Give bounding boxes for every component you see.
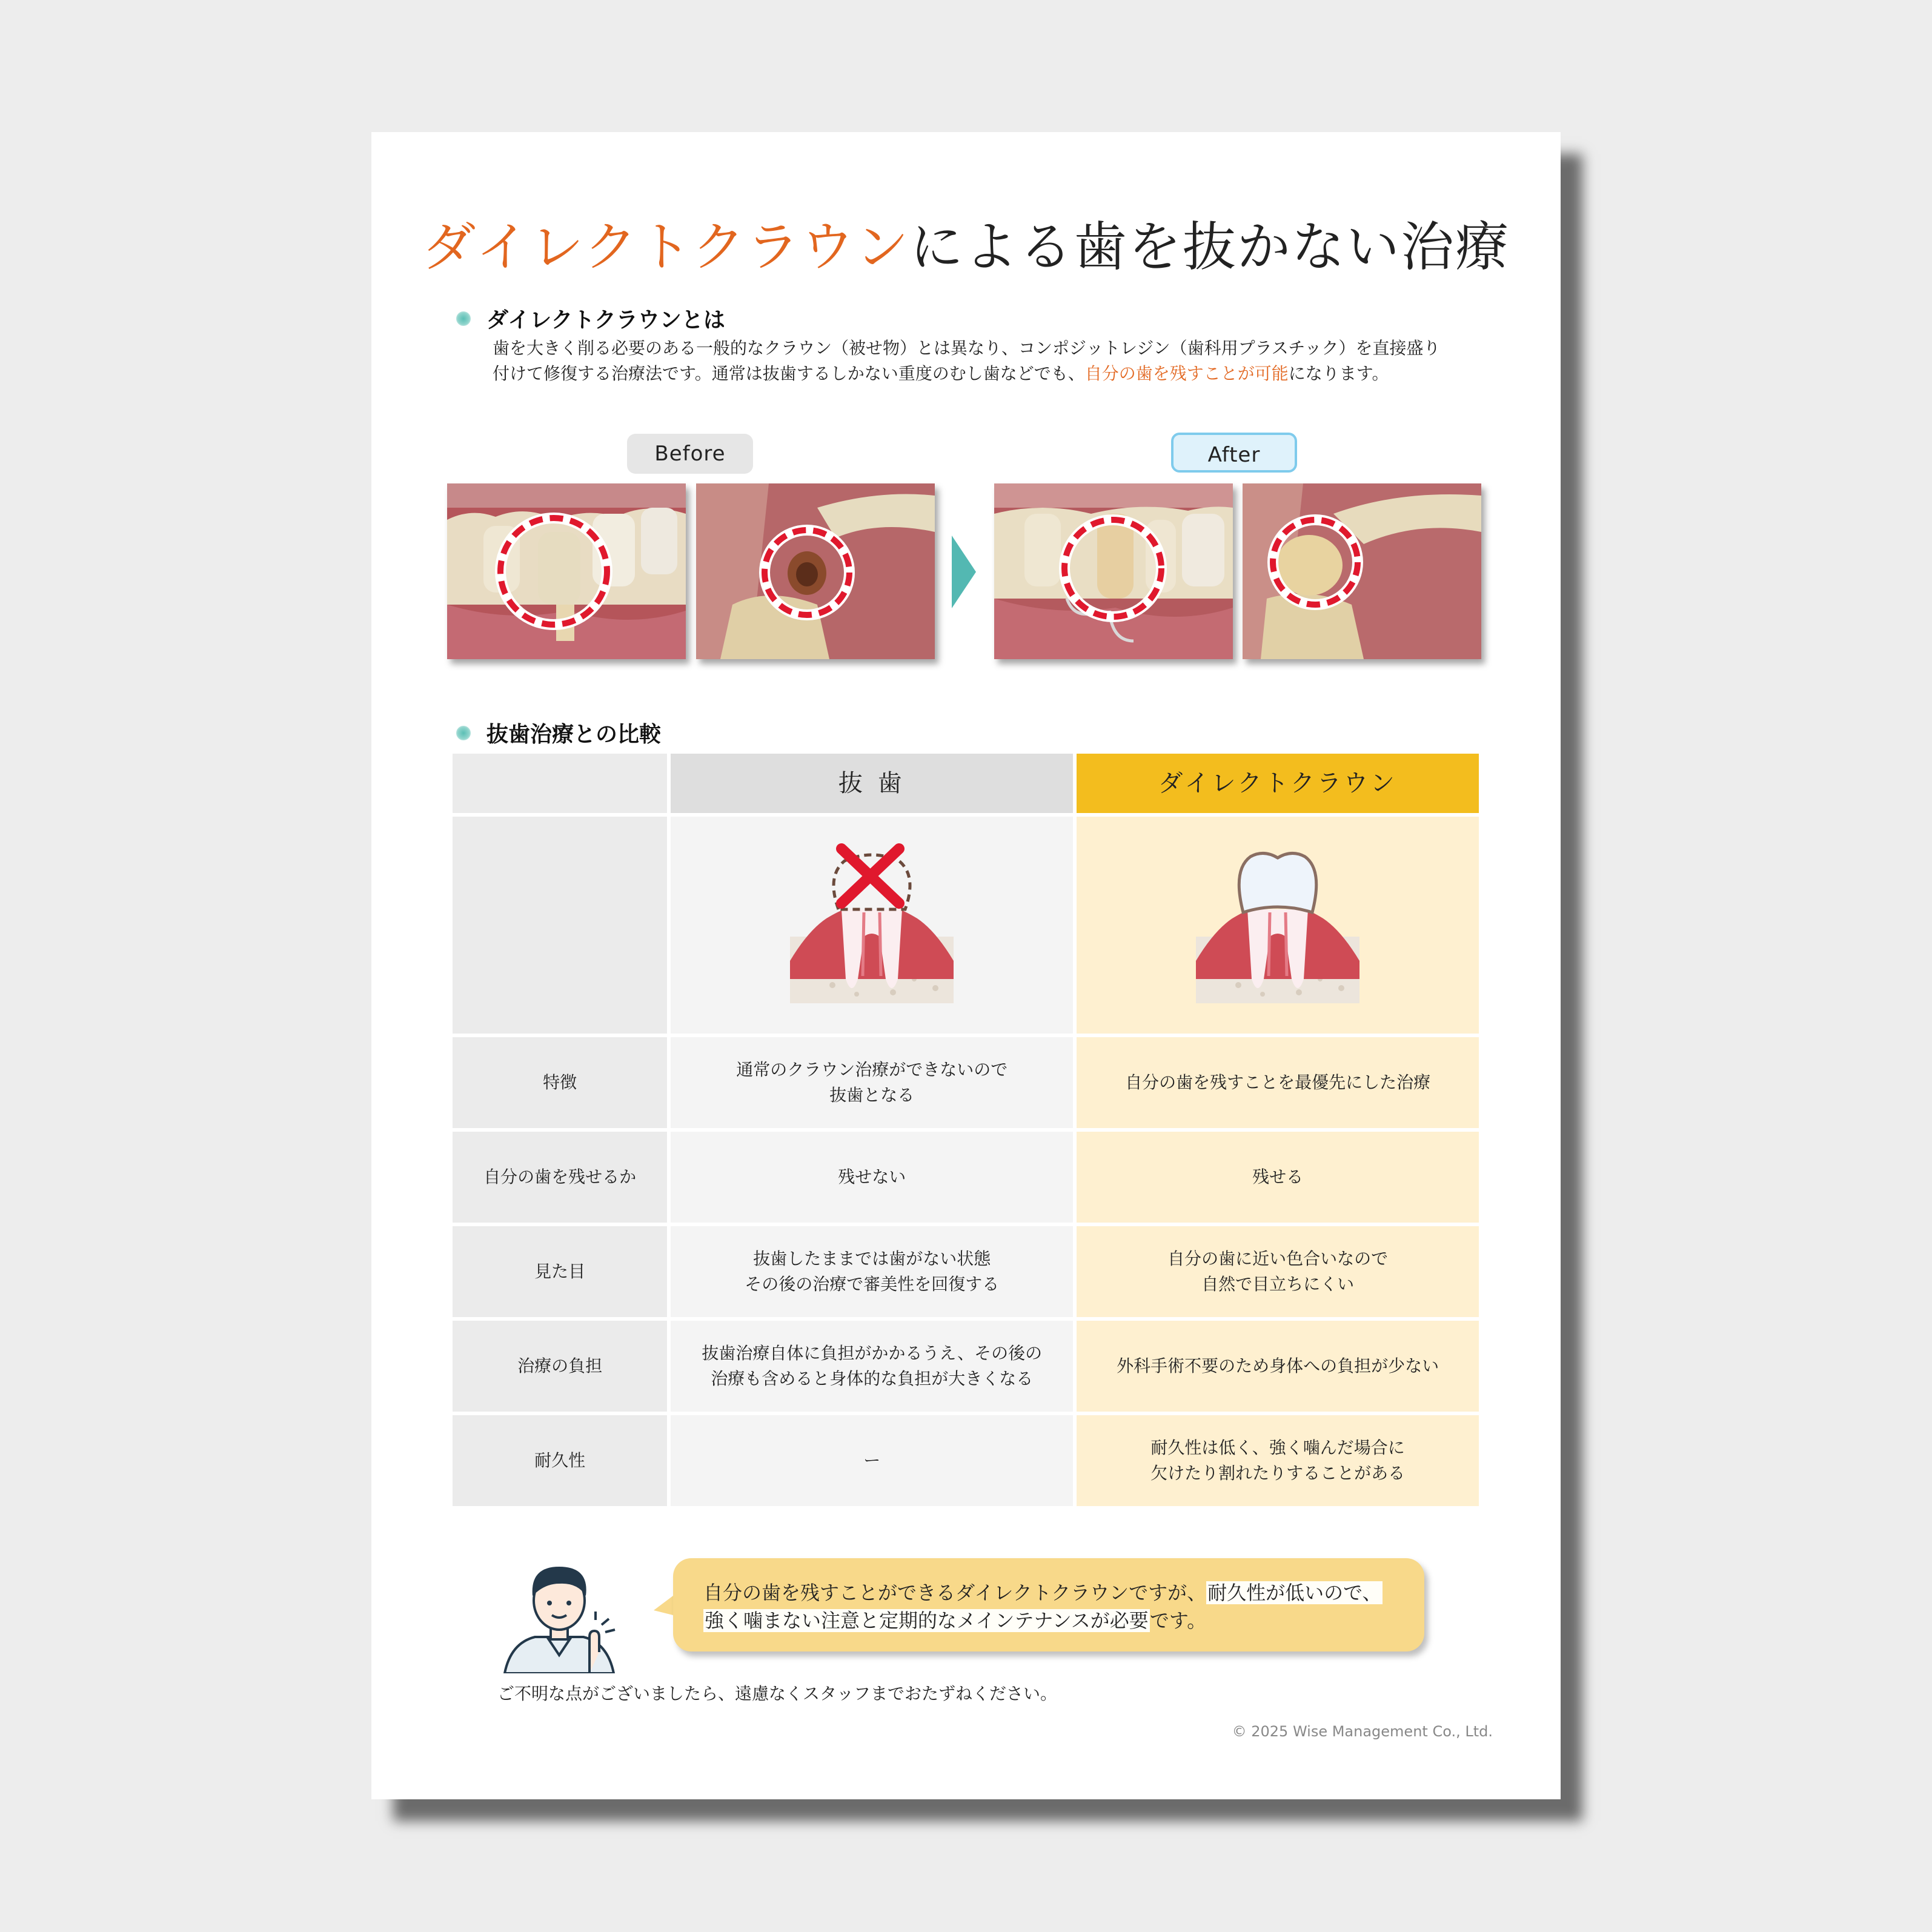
direct-crown-cell <box>1077 1132 1479 1223</box>
after-photo-occlusal <box>1243 483 1481 659</box>
doctor-pointing-icon <box>499 1552 620 1673</box>
table-row <box>453 1321 1479 1412</box>
intro-line-1: 歯を大きく削る必要のある一般的なクラウン（被せ物）とは異なり、コンポジットレジン（歯科用プラスチック）を直接盛り <box>493 338 1441 358</box>
section-heading-about <box>456 303 725 334</box>
cell-line: 残せない <box>838 1167 906 1187</box>
table-row <box>453 1037 1479 1128</box>
cell-line: 自分の歯を残すことを最優先にした治療 <box>1125 1072 1431 1092</box>
illustration-label-cell <box>453 817 667 1034</box>
cell-line: 通常のクラウン治療ができないので <box>736 1060 1008 1080</box>
before-label: Before <box>627 434 753 474</box>
flyer-sheet <box>371 132 1561 1799</box>
cell-line: ー <box>863 1450 881 1470</box>
table-row <box>453 1415 1479 1506</box>
cell-line: 残せる <box>1252 1167 1304 1187</box>
page-title <box>371 205 1561 281</box>
intro-paragraph <box>493 336 1486 387</box>
intro-highlight: 自分の歯を残すことが可能 <box>1084 363 1289 383</box>
table-header-extraction: 抜 歯 <box>671 754 1073 813</box>
row-label: 治療の負担 <box>453 1321 667 1412</box>
table-header-row <box>453 754 1479 813</box>
cell-line: その後の治療で審美性を回復する <box>745 1274 1000 1294</box>
bubble-line-2-mark: 強く噛まない注意と定期的なメインテナンスが必要 <box>705 1609 1149 1632</box>
section-heading-comparison-label: 抜歯治療との比較 <box>486 722 662 747</box>
row-label: 耐久性 <box>453 1415 667 1506</box>
bubble-line-1-mark: 耐久性が低いので、 <box>1207 1581 1382 1604</box>
intro-line-2-start: 付けて修復する治療法です。通常は抜歯するしかない重度のむし歯などでも、 <box>493 363 1085 383</box>
bubble-line-1-start: 自分の歯を残すことができるダイレクトクラウンですが、 <box>703 1581 1207 1604</box>
row-label: 特徴 <box>453 1037 667 1128</box>
bubble-line-1 <box>703 1579 1394 1607</box>
intro-line-2 <box>493 361 1486 387</box>
title-rest: による歯を抜かない治療 <box>909 216 1510 278</box>
bubble-line-2 <box>703 1607 1394 1635</box>
extraction-illustration-cell <box>671 817 1073 1034</box>
table-illustration-row <box>453 817 1479 1034</box>
direct-crown-cell <box>1077 1226 1479 1317</box>
cell-line: 自分の歯に近い色合いなので <box>1167 1249 1389 1269</box>
table-header-empty <box>453 754 667 813</box>
after-label: After <box>1171 433 1297 473</box>
direct-crown-illustration-cell <box>1077 817 1479 1034</box>
intro-line-2-end: になります。 <box>1288 363 1389 383</box>
cell-line: 外科手術不要のため身体への負担が少ない <box>1117 1356 1439 1376</box>
cell-line: 抜歯したままでは歯がない状態 <box>753 1249 991 1269</box>
teal-chevron-right-icon <box>952 536 976 608</box>
cell-line: 自然で目立ちにくい <box>1201 1274 1355 1294</box>
bullet-dot-icon <box>456 311 471 326</box>
direct-crown-cell <box>1077 1321 1479 1412</box>
extraction-cell <box>671 1321 1073 1412</box>
cell-line: 耐久性は低く、強く噛んだ場合に <box>1150 1438 1405 1458</box>
bubble-line-2-end: です。 <box>1149 1609 1207 1632</box>
extraction-cell <box>671 1132 1073 1223</box>
footer-note: ご不明な点がございましたら、遠慮なくスタッフまでおたずねください。 <box>497 1684 1058 1704</box>
bullet-dot-icon <box>456 726 471 740</box>
before-photo-front <box>447 483 686 659</box>
table-header-direct-crown: ダイレクトクラウン <box>1077 754 1479 813</box>
title-highlight: ダイレクトクラウン <box>422 216 910 278</box>
row-label: 見た目 <box>453 1226 667 1317</box>
section-heading-about-label: ダイレクトクラウンとは <box>486 308 725 333</box>
advice-speech-bubble <box>673 1558 1424 1651</box>
after-photo-front <box>994 483 1233 659</box>
table-row <box>453 1132 1479 1223</box>
extraction-cell <box>671 1415 1073 1506</box>
cell-line: 抜歯治療自体に負担がかかるうえ、その後の <box>702 1343 1043 1363</box>
cell-line: 治療も含めると身体的な負担が大きくなる <box>711 1369 1034 1389</box>
extraction-cell <box>671 1037 1073 1128</box>
cell-line: 抜歯となる <box>829 1085 915 1105</box>
extraction-tooth-illustration <box>784 834 960 1009</box>
extraction-cell <box>671 1226 1073 1317</box>
direct-crown-cell <box>1077 1415 1479 1506</box>
copyright: © 2025 Wise Management Co., Ltd. <box>1232 1723 1493 1740</box>
before-photo-occlusal <box>696 483 935 659</box>
table-row <box>453 1226 1479 1317</box>
cell-line: 欠けたり割れたりすることがある <box>1150 1463 1406 1483</box>
direct-crown-tooth-illustration <box>1190 834 1366 1009</box>
comparison-table <box>449 750 1482 1510</box>
direct-crown-cell <box>1077 1037 1479 1128</box>
section-heading-comparison <box>456 717 661 748</box>
row-label: 自分の歯を残せるか <box>453 1132 667 1223</box>
